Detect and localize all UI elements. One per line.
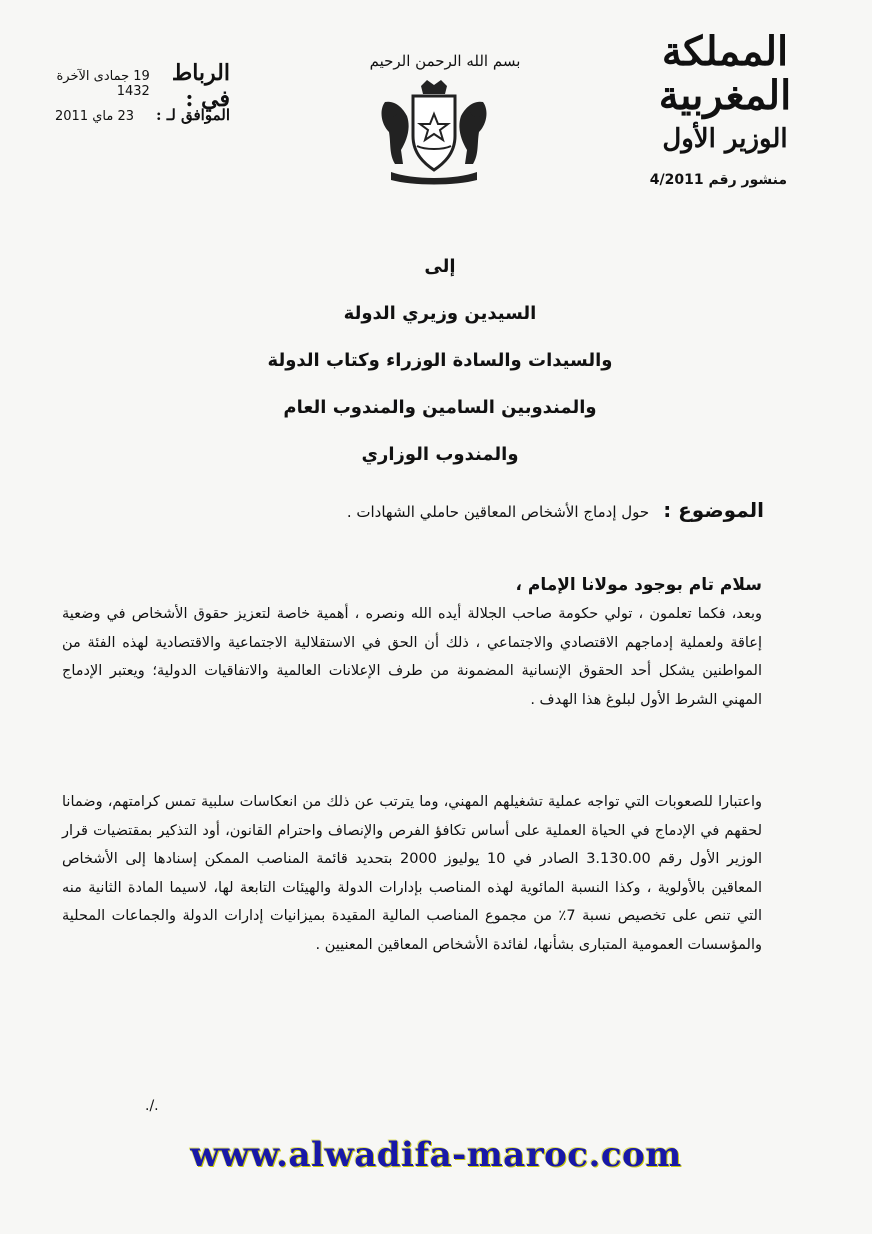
- to-label: إلى: [424, 256, 456, 277]
- date-block: [55, 60, 230, 152]
- addressee-line: والمندوبين السامين والمندوب العام: [283, 397, 597, 418]
- place-label: الرباط في :: [171, 60, 230, 112]
- body-paragraph: وبعد، فكما تعلمون ، تولي حكومة صاحب الجلالة أيده الله ونصره ، أهمية خاصة لتعزيز حقوق الأشخاص في وضعية إعاقة ولعملية إدماجهم الاقتصادي والاجتماعي ، ذلك أن الحق في الاستقلالية الاجتماعية والاقتصادية لهذه الفئة من المواطنين يشكل أحد الحقوق الإنسانية المضمونة من طرف الإعلانات العالمية والاتفاقيات الدولية؛ ويعتبر الإدماج المهني الشرط الأول لبلوغ هذا الهدف .: [62, 606, 762, 708]
- subject-label: الموضوع :: [663, 498, 764, 522]
- hijri-date: 19 جمادى الآخرة 1432: [56, 69, 150, 99]
- gregorian-date: 23 ماي 2011: [55, 109, 135, 124]
- addressee-line: والمندوب الوزاري: [361, 444, 519, 465]
- greeting: سلام تام بوجود مولانا الإمام ،: [515, 575, 762, 595]
- circular-number: منشور رقم 4/2011: [649, 172, 787, 188]
- continuation-mark: ./.: [145, 1098, 159, 1114]
- letterhead: [620, 30, 830, 154]
- body-paragraph: واعتبارا للصعوبات التي تواجه عملية تشغيلهم المهني، وما يترتب عن ذلك من انعكاسات سلبية تمس كرامتهم، وضمانا لحقهم في الإدماج في الحياة العملية على أساس تكافؤ الفرص والإنصاف واحترام القانون، أود التذكير بمقتضيات قرار الوزير الأول رقم 3.130.00 الصادر في 10 يوليوز 2000 بتحديد قائمة المناصب الممكن إسنادها إلى الأشخاص المعاقين بالأولوية ، وكذا النسبة المائوية لهذه المناصب بإدارات الدولة والهيئات التابعة لها، لاسيما المادة الثانية منه التي تنص على تخصيص نسبة 7٪ من مجموع المناصب المالية المقيدة بميزانيات إدارات الدولة والجماعات المحلية والمؤسسات العمومية المتبارى بشأنها، لفائدة الأشخاص المعاقين المعنيين .: [62, 794, 762, 953]
- subject-text: حول إدماج الأشخاص المعاقين حاملي الشهادات .: [346, 503, 650, 521]
- subject-line: [124, 498, 764, 522]
- royal-emblem-icon: [377, 80, 491, 185]
- website-watermark: www.alwadifa-maroc.com: [190, 1135, 682, 1175]
- addressee-line: والسيدات والسادة الوزراء وكتاب الدولة: [267, 350, 613, 371]
- basmala: بسم الله الرحمن الرحيم: [369, 52, 521, 70]
- addressee-line: السيدين وزيري الدولة: [343, 303, 537, 324]
- kingdom-title: المملكة المغربية: [658, 28, 792, 119]
- office-title: الوزير الأول: [662, 124, 788, 154]
- addressee-block: [200, 243, 680, 478]
- corresponding-label: الموافق لـ :: [156, 106, 230, 124]
